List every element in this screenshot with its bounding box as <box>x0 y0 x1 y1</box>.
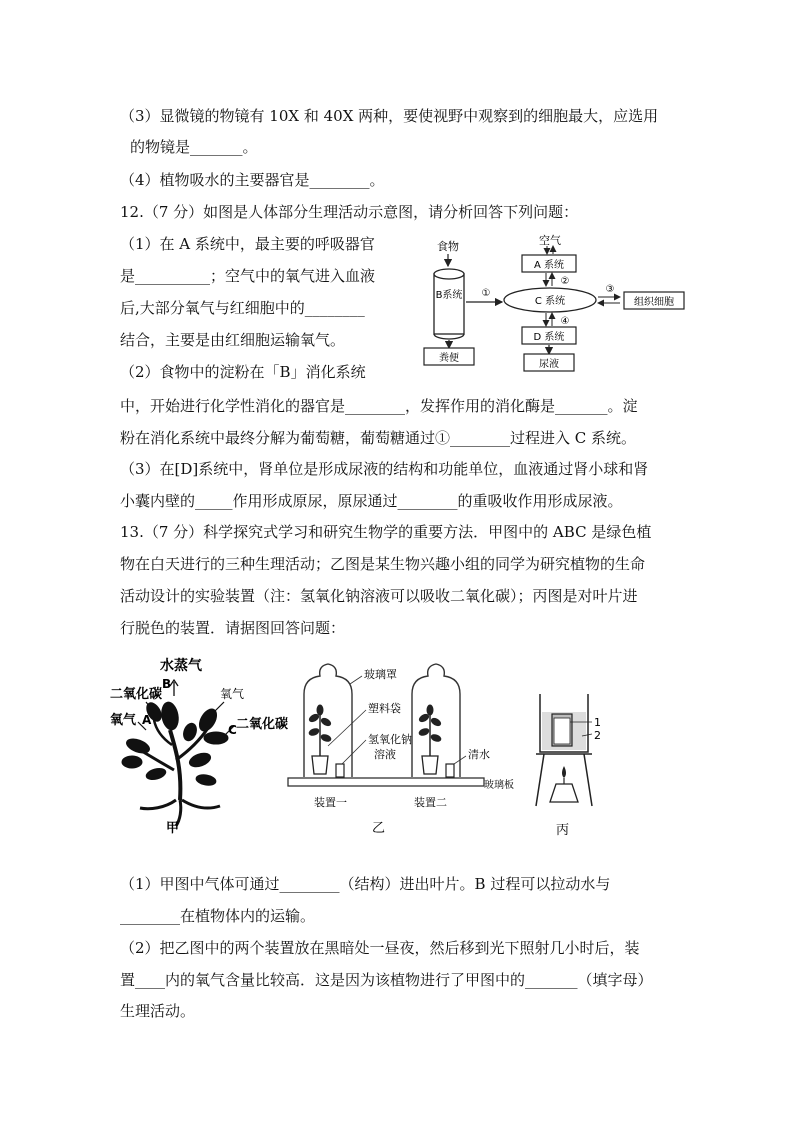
alcohol-lamp <box>550 784 578 802</box>
question-13-stem-line2: 物在白天进行的三种生理活动；乙图是某生物兴趣小组的同学为研究植物的生命 <box>120 555 646 573</box>
question-13-2-line1: （2）把乙图中的两个装置放在黑暗处一昼夜，然后移到光下照射几小时后，装 <box>120 939 640 957</box>
a-system-label: A 系统 <box>533 260 565 271</box>
oxygen-in-arrow <box>214 702 224 712</box>
water-vapor-label: 水蒸气 <box>160 658 202 674</box>
question-12-3-line2: 小囊内壁的_____作用形成原尿，原尿通过________的重吸收作用形成尿液。 <box>120 492 623 510</box>
caption-yi: 乙 <box>372 821 386 836</box>
plant-2 <box>418 705 442 756</box>
label-2: 2 <box>594 729 601 742</box>
leaf-in-beaker <box>554 718 570 744</box>
circle-4-label: ④ <box>560 316 570 327</box>
plant-figure-jia <box>110 650 290 840</box>
question-12-1-line3: 后,大部分氧气与红细胞中的________ <box>120 299 365 317</box>
question-12-stem: 12.（7 分）如图是人体部分生理活动示意图，请分析回答下列问题： <box>120 203 579 221</box>
label-1: 1 <box>594 716 601 729</box>
glass-plate-label: 玻璃板 <box>484 780 514 791</box>
glass-cover-label: 玻璃罩 <box>364 668 397 681</box>
question-12-1-line4: 结合，主要是由红细胞运输氧气。 <box>120 331 346 349</box>
circle-2-label: ② <box>560 276 570 287</box>
question-13-2-line3: 生理活动。 <box>120 1002 196 1020</box>
b-system-cylinder <box>434 269 464 339</box>
question-13-1-line1: （1）甲图中气体可通过________（结构）进出叶片。B 过程可以拉动水与 <box>120 875 611 893</box>
plastic-bag-label: 塑料袋 <box>368 702 401 715</box>
water-label: 清水 <box>468 748 490 761</box>
naoh-label-line2: 溶液 <box>374 748 396 761</box>
question-13-stem-line1: 13.（7 分）科学探究式学习和研究生物学的重要方法．甲图中的 ABC 是绿色植 <box>120 523 652 541</box>
device-2-label: 装置二 <box>414 796 447 809</box>
circle-3-label: ③ <box>605 284 615 295</box>
tripod-leg-left <box>536 754 544 806</box>
c-label: C <box>228 723 237 737</box>
question-12-2-line3: 粉在消化系统中最终分解为葡萄糖，葡萄糖通过①________过程进入 C 系统。 <box>120 429 637 447</box>
question-13-1-line2: ________在植物体内的运输。 <box>120 907 316 925</box>
question-11-3-line2: 的物镜是_______。 <box>130 138 258 156</box>
caption-jia: 甲 <box>166 821 180 836</box>
feces-label: 粪便 <box>439 353 459 364</box>
plant-1 <box>308 705 332 756</box>
c-system-label: C 系统 <box>534 296 566 307</box>
question-13-stem-line4: 行脱色的装置．请据图回答问题： <box>120 619 346 637</box>
oxygen-right-label: 氧气 <box>220 687 245 701</box>
plant-drawing <box>122 700 228 826</box>
d-system-label: D 系统 <box>533 332 565 343</box>
question-12-2-line2: 中，开始进行化学性消化的器官是________，发挥作用的消化酶是_______。淀 <box>120 397 638 415</box>
glass-plate <box>288 778 484 786</box>
question-13-stem-line3: 活动设计的实验装置（注：氢氧化钠溶液可以吸收二氧化碳）；丙图是对叶片进 <box>120 587 638 605</box>
question-11-4: （4）植物吸水的主要器官是________。 <box>120 171 385 189</box>
a-label: A <box>142 713 152 727</box>
b-system-label: B系统 <box>435 290 463 301</box>
physiology-diagram <box>410 230 700 378</box>
tissue-cell-label: 组织细胞 <box>634 297 674 308</box>
caption-bing: 丙 <box>556 823 570 838</box>
co2-left-label: 二氧化碳 <box>110 687 163 702</box>
pot-2 <box>422 756 438 774</box>
question-12-2-line1: （2）食物中的淀粉在「B」消化系统 <box>120 363 366 381</box>
question-12-1-line1: （1）在 A 系统中，最主要的呼吸器官 <box>120 235 375 253</box>
tripod-leg-right <box>584 754 592 806</box>
flame <box>562 766 566 778</box>
device-1-label: 装置一 <box>314 796 347 809</box>
water-beaker <box>446 764 454 777</box>
naoh-beaker <box>336 764 344 777</box>
naoh-label-line1: 氢氧化钠 <box>368 733 412 746</box>
question-12-3-line1: （3）在[D]系统中，肾单位是形成尿液的结构和功能单位，血液通过肾小球和肾 <box>120 460 649 478</box>
urine-label: 尿液 <box>539 359 559 370</box>
question-12-1-line2: 是__________；空气中的氧气进入血液 <box>120 267 376 285</box>
question-11-3-line1: （3）显微镜的物镜有 10X 和 40X 两种，要使视野中观察到的细胞最大，应选用 <box>120 107 659 125</box>
circle-1-label: ① <box>481 288 491 299</box>
food-label: 食物 <box>437 240 459 253</box>
b-label: B <box>162 677 172 691</box>
decolorization-figure-bing <box>526 688 616 840</box>
co2-right-label: 二氧化碳 <box>236 717 289 732</box>
experiment-figure-yi <box>284 660 520 840</box>
air-label: 空气 <box>539 234 561 247</box>
oxygen-left-label: 氧气 <box>110 713 137 728</box>
question-13-2-line2: 置____内的氧气含量比较高．这是因为该植物进行了甲图中的_______（填字母） <box>120 971 653 989</box>
pot-1 <box>312 756 328 774</box>
